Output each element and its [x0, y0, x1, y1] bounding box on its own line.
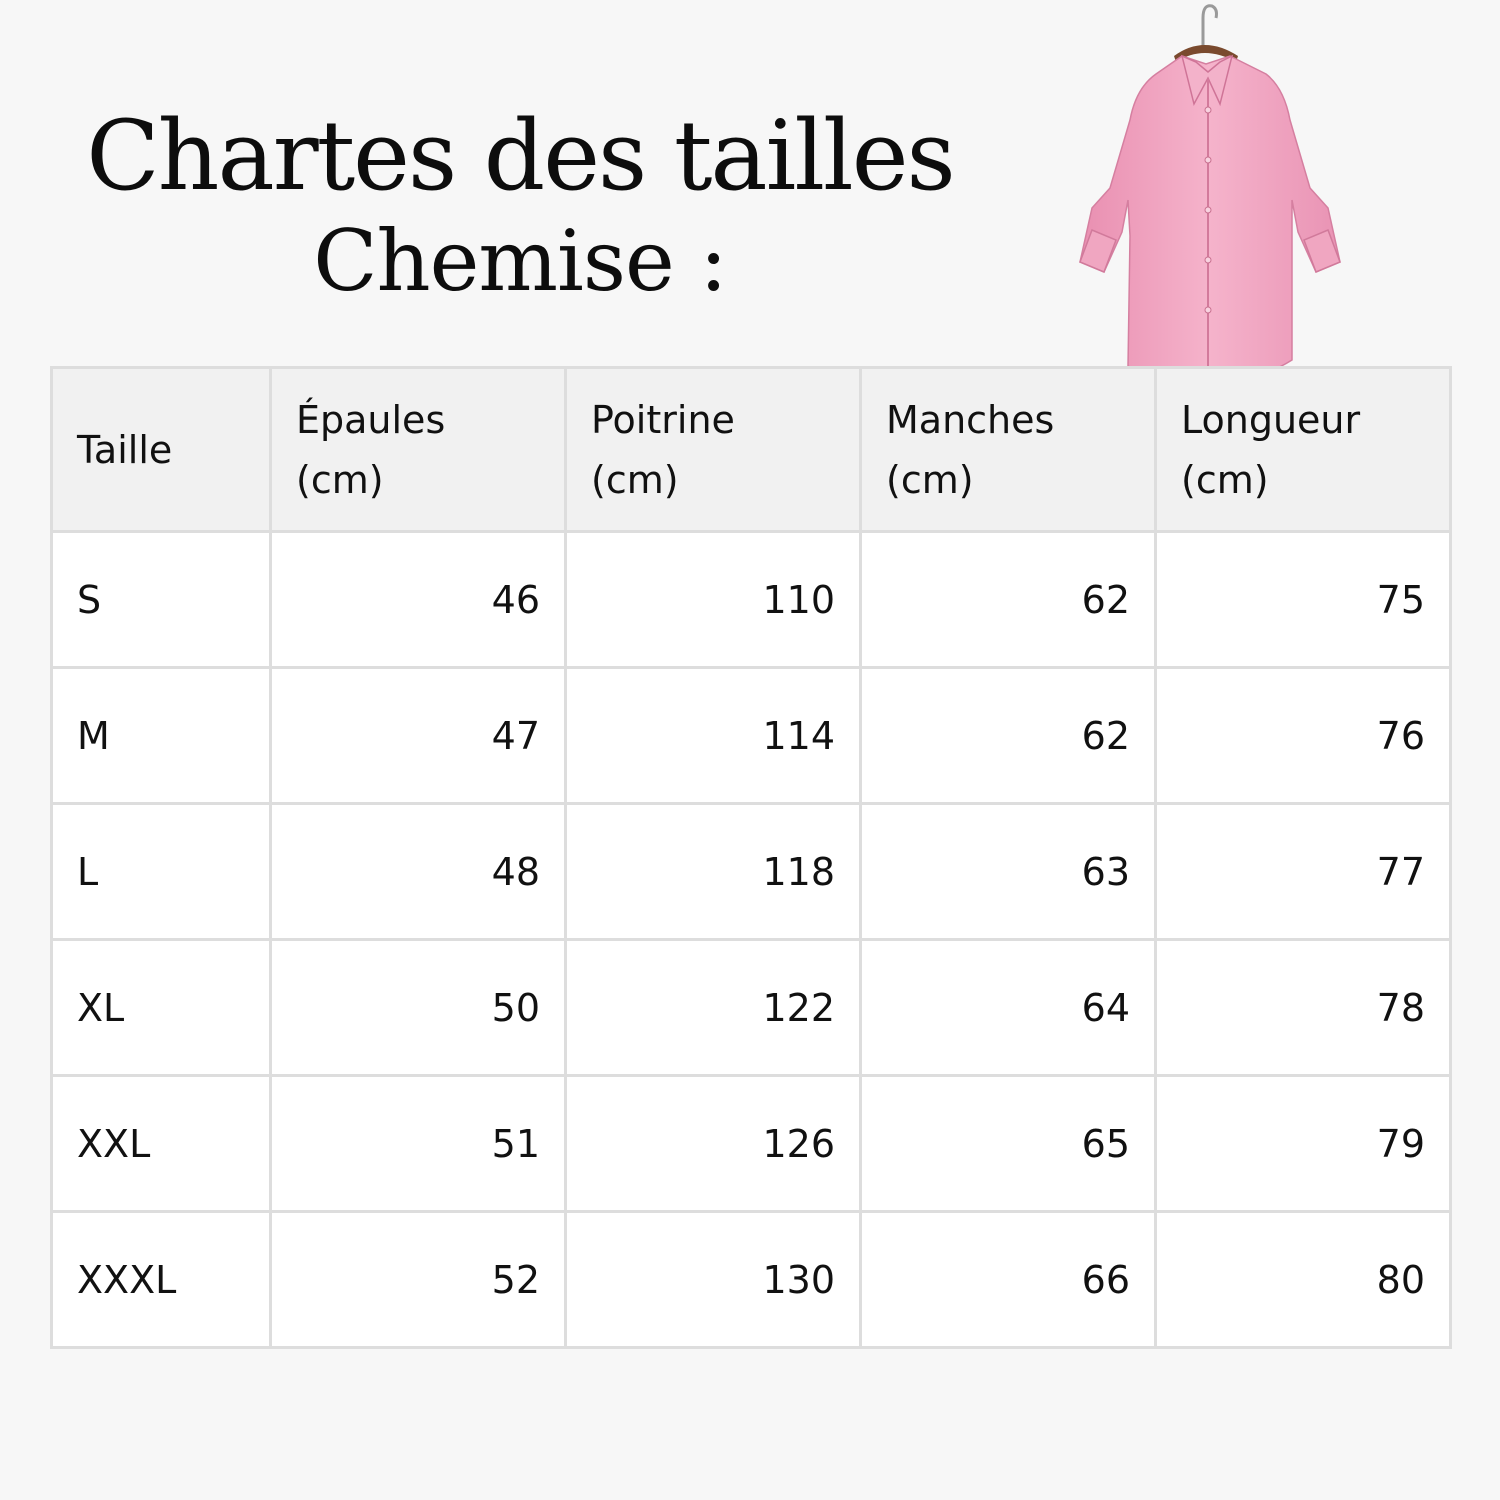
cell-size: S: [52, 532, 271, 668]
cell-manches: 64: [861, 940, 1156, 1076]
cell-size: XL: [52, 940, 271, 1076]
header-taille: Taille: [52, 368, 271, 532]
cell-epaules: 47: [271, 668, 566, 804]
cell-poitrine: 130: [566, 1212, 861, 1348]
cell-manches: 62: [861, 668, 1156, 804]
cell-size: M: [52, 668, 271, 804]
cell-epaules: 52: [271, 1212, 566, 1348]
hanger-hook: [1203, 6, 1217, 46]
cell-size: XXL: [52, 1076, 271, 1212]
header-poitrine: Poitrine (cm): [566, 368, 861, 532]
cell-epaules: 46: [271, 532, 566, 668]
cell-size: XXXL: [52, 1212, 271, 1348]
cell-manches: 65: [861, 1076, 1156, 1212]
table-row: [52, 1212, 1451, 1348]
header-longueur: Longueur (cm): [1156, 368, 1451, 532]
cell-longueur: 79: [1156, 1076, 1451, 1212]
cell-epaules: 48: [271, 804, 566, 940]
cell-epaules: 50: [271, 940, 566, 1076]
cell-poitrine: 114: [566, 668, 861, 804]
cell-manches: 62: [861, 532, 1156, 668]
page-subtitle: Chemise :: [313, 212, 727, 310]
cell-epaules: 51: [271, 1076, 566, 1212]
table-row: [52, 668, 1451, 804]
cell-longueur: 75: [1156, 532, 1451, 668]
cell-longueur: 76: [1156, 668, 1451, 804]
cell-manches: 66: [861, 1212, 1156, 1348]
cell-longueur: 80: [1156, 1212, 1451, 1348]
cell-poitrine: 110: [566, 532, 861, 668]
shirt-image: [1070, 0, 1350, 390]
cell-longueur: 78: [1156, 940, 1451, 1076]
shirt-body: [1080, 56, 1340, 381]
cell-longueur: 77: [1156, 804, 1451, 940]
table-row: [52, 1076, 1451, 1212]
cell-poitrine: 118: [566, 804, 861, 940]
cell-poitrine: 126: [566, 1076, 861, 1212]
table-row: [52, 940, 1451, 1076]
table-row: [52, 804, 1451, 940]
header-manches: Manches (cm): [861, 368, 1156, 532]
size-chart-table: [50, 366, 1452, 1349]
cell-poitrine: 122: [566, 940, 861, 1076]
cell-manches: 63: [861, 804, 1156, 940]
page-title: Chartes des tailles: [86, 100, 954, 212]
table-row: [52, 532, 1451, 668]
cell-size: L: [52, 804, 271, 940]
table-header-row: [52, 368, 1451, 532]
header-epaules: Épaules (cm): [271, 368, 566, 532]
